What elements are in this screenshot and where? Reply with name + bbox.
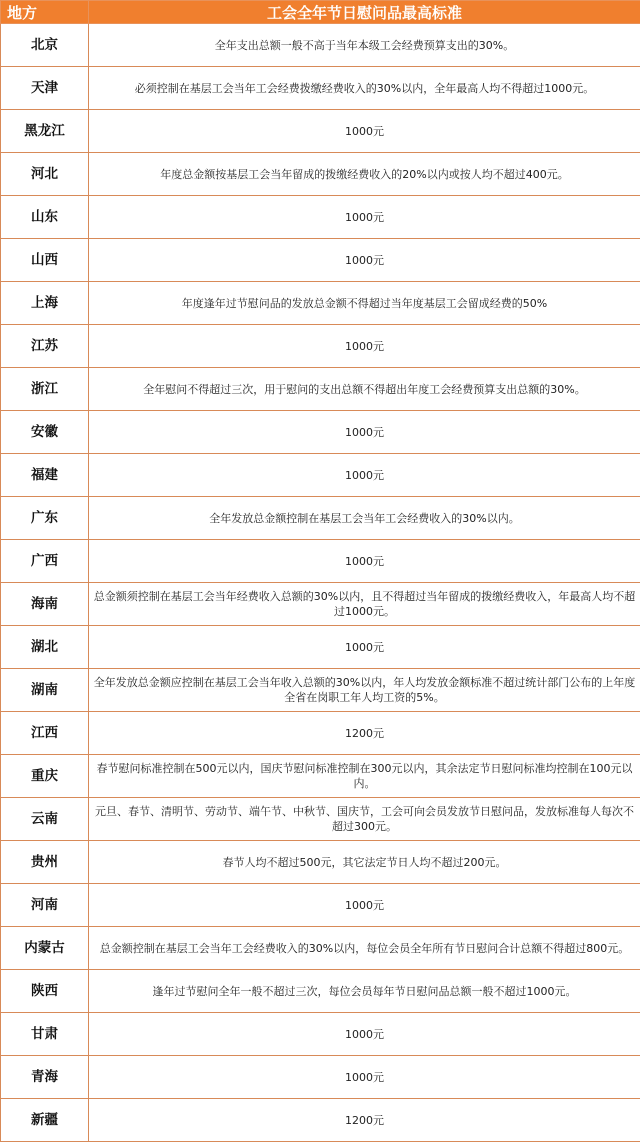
table-row	[1, 110, 640, 153]
table-row	[1, 1056, 640, 1099]
standard-cell: 必须控制在基层工会当年工会经费拨缴经费收入的30%以内，全年最高人均不得超过1000元。	[89, 67, 640, 110]
region-cell: 安徽	[1, 411, 89, 454]
region-cell: 甘肃	[1, 1013, 89, 1056]
standard-cell: 全年支出总额一般不高于当年本级工会经费预算支出的30%。	[89, 24, 640, 67]
region-cell: 云南	[1, 798, 89, 841]
region-cell: 河南	[1, 884, 89, 927]
table-row	[1, 970, 640, 1013]
table-row	[1, 1099, 640, 1142]
standard-cell: 1000元	[89, 196, 640, 239]
table-row	[1, 540, 640, 583]
table-row	[1, 841, 640, 884]
table-row	[1, 411, 640, 454]
table-row	[1, 325, 640, 368]
standard-cell: 1200元	[89, 712, 640, 755]
standard-cell: 1000元	[89, 239, 640, 282]
table-row	[1, 927, 640, 970]
region-cell: 江西	[1, 712, 89, 755]
table-row	[1, 239, 640, 282]
region-cell: 山西	[1, 239, 89, 282]
region-cell: 福建	[1, 454, 89, 497]
table-row	[1, 153, 640, 196]
table-row	[1, 67, 640, 110]
region-cell: 江苏	[1, 325, 89, 368]
region-cell: 内蒙古	[1, 927, 89, 970]
standard-cell: 全年发放总金额控制在基层工会当年工会经费收入的30%以内。	[89, 497, 640, 540]
region-cell: 黑龙江	[1, 110, 89, 153]
table-row	[1, 755, 640, 798]
table-body	[1, 24, 640, 1142]
standard-cell: 总金额须控制在基层工会当年经费收入总额的30%以内，且不得超过当年留成的拨缴经费收入，年最高人均不超过1000元。	[89, 583, 640, 626]
table-row	[1, 712, 640, 755]
table-row	[1, 196, 640, 239]
standard-cell: 全年发放总金额应控制在基层工会当年收入总额的30%以内，年人均发放金额标准不超过统计部门公布的上年度全省在岗职工年人均工资的5%。	[89, 669, 640, 712]
column-header-standard: 工会全年节日慰问品最高标准	[89, 1, 640, 24]
table-row	[1, 884, 640, 927]
table-row	[1, 798, 640, 841]
standard-cell: 总金额控制在基层工会当年工会经费收入的30%以内，每位会员全年所有节日慰问合计总额不得超过800元。	[89, 927, 640, 970]
column-header-region: 地方	[1, 1, 89, 24]
region-cell: 广西	[1, 540, 89, 583]
standard-cell: 1000元	[89, 884, 640, 927]
standard-cell: 全年慰问不得超过三次，用于慰问的支出总额不得超出年度工会经费预算支出总额的30%。	[89, 368, 640, 411]
region-cell: 陕西	[1, 970, 89, 1013]
region-cell: 山东	[1, 196, 89, 239]
region-cell: 河北	[1, 153, 89, 196]
region-cell: 重庆	[1, 755, 89, 798]
table-row	[1, 282, 640, 325]
standard-cell: 逢年过节慰问全年一般不超过三次，每位会员每年节日慰问品总额一般不超过1000元。	[89, 970, 640, 1013]
table-row	[1, 626, 640, 669]
standard-cell: 春节人均不超过500元，其它法定节日人均不超过200元。	[89, 841, 640, 884]
table-header-row	[1, 1, 640, 24]
standard-cell: 1000元	[89, 325, 640, 368]
region-cell: 浙江	[1, 368, 89, 411]
region-cell: 贵州	[1, 841, 89, 884]
region-cell: 新疆	[1, 1099, 89, 1142]
region-cell: 北京	[1, 24, 89, 67]
table-row	[1, 497, 640, 540]
standard-cell: 1000元	[89, 1056, 640, 1099]
table-row	[1, 583, 640, 626]
standard-cell: 1000元	[89, 411, 640, 454]
region-cell: 湖北	[1, 626, 89, 669]
region-cell: 天津	[1, 67, 89, 110]
region-cell: 广东	[1, 497, 89, 540]
table-row	[1, 24, 640, 67]
region-cell: 青海	[1, 1056, 89, 1099]
standard-cell: 1000元	[89, 454, 640, 497]
region-cell: 上海	[1, 282, 89, 325]
table-row	[1, 454, 640, 497]
region-cell: 湖南	[1, 669, 89, 712]
standard-cell: 1000元	[89, 110, 640, 153]
standard-cell: 年度逢年过节慰问品的发放总金额不得超过当年度基层工会留成经费的50%	[89, 282, 640, 325]
table-row	[1, 1013, 640, 1056]
standard-cell: 春节慰问标准控制在500元以内，国庆节慰问标准控制在300元以内，其余法定节日慰问标准均控制在100元以内。	[89, 755, 640, 798]
table-row	[1, 368, 640, 411]
standard-cell: 1200元	[89, 1099, 640, 1142]
table-row	[1, 669, 640, 712]
region-cell: 海南	[1, 583, 89, 626]
standard-cell: 元旦、春节、清明节、劳动节、端午节、中秋节、国庆节，工会可向会员发放节日慰问品，发放标准每人每次不超过300元。	[89, 798, 640, 841]
standard-cell: 1000元	[89, 1013, 640, 1056]
standard-cell: 年度总金额按基层工会当年留成的拨缴经费收入的20%以内或按人均不超过400元。	[89, 153, 640, 196]
standard-cell: 1000元	[89, 626, 640, 669]
standard-cell: 1000元	[89, 540, 640, 583]
